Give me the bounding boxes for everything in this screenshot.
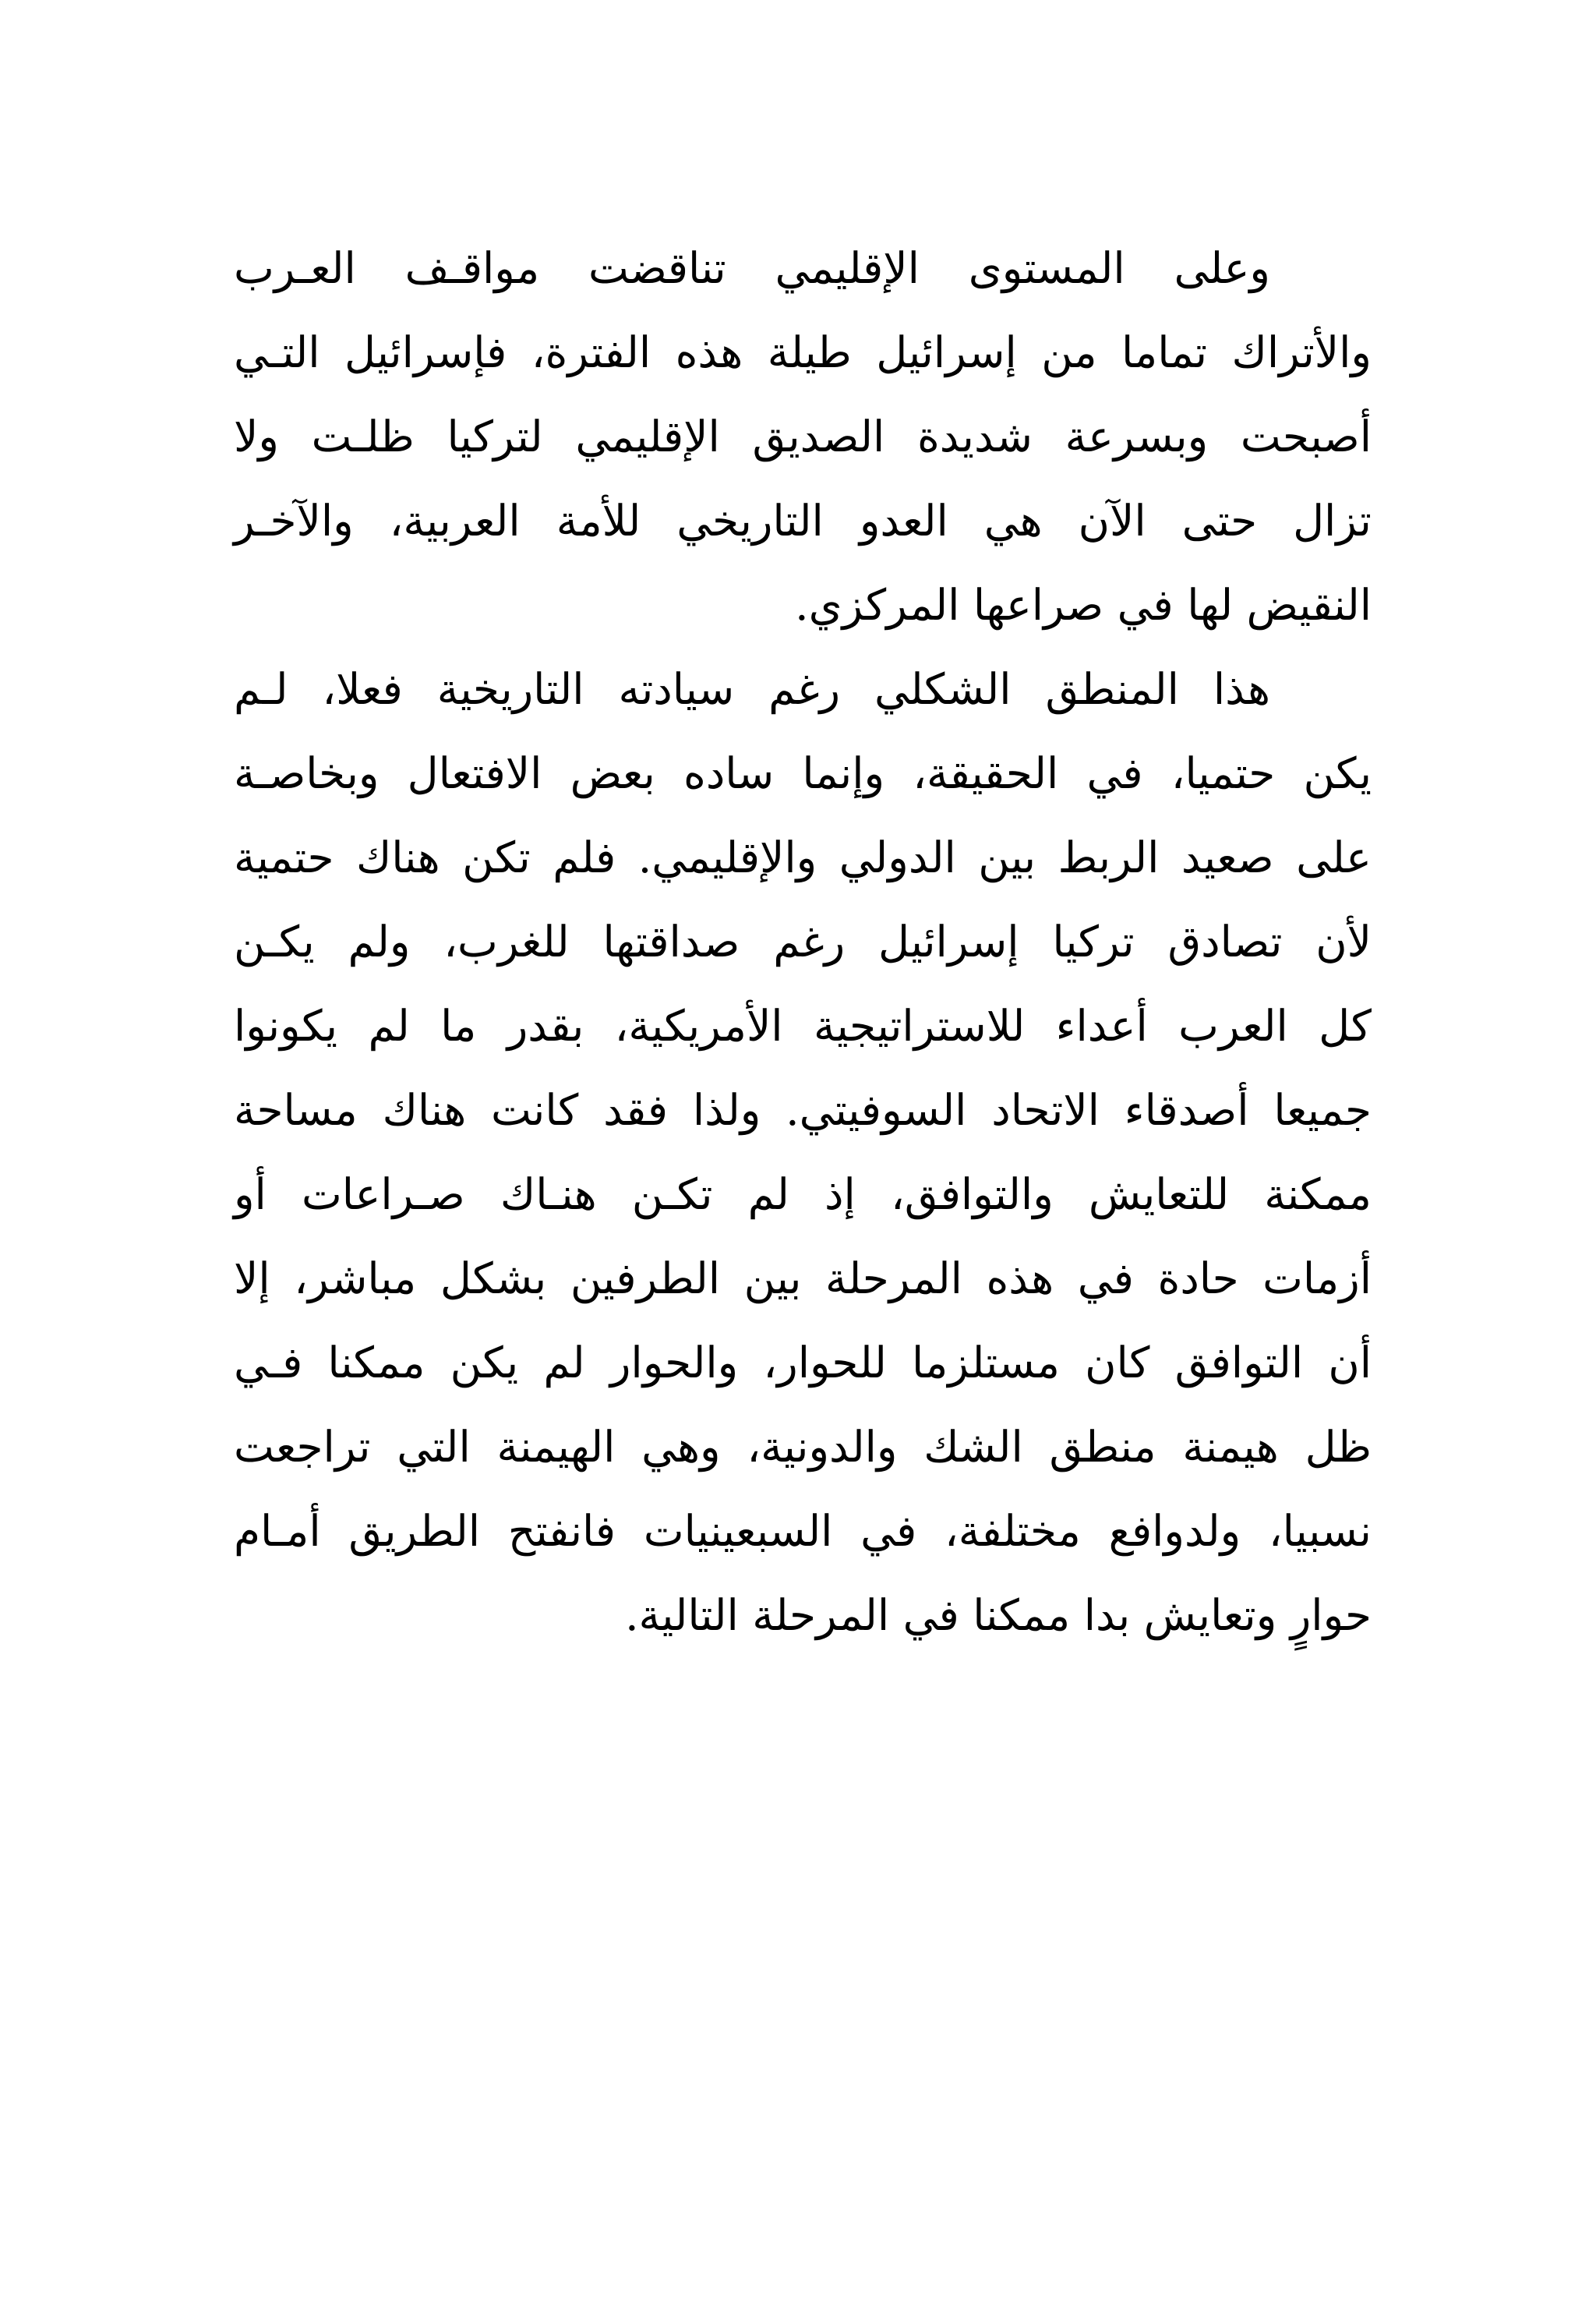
text-line: النقيض لها في صراعها المركزي. — [795, 580, 1372, 630]
text-line: لأن تصادق تركيا إسرائيل رغم صداقتها للغرب، ولم يكـن — [234, 917, 1372, 967]
text-line: حوارٍ وتعايش بدا ممكنا في المرحلة التالية. — [625, 1590, 1372, 1640]
text-line: نسبيا، ولدوافع مختلفة، في السبعينيات فانفتح الطريق أمـام — [234, 1506, 1372, 1556]
text-line: ممكنة للتعايش والتوافق، إذ لم تكـن هنـاك صـراعات أو — [234, 1169, 1372, 1219]
text-line: تزال حتى الآن هي العدو التاريخي للأمة العربية، والآخـر — [234, 496, 1372, 546]
text-line: أصبحت وبسرعة شديدة الصديق الإقليمي لتركيا ظلـت ولا — [234, 412, 1372, 461]
text-line: وعلى المستوى الإقليمي تناقضت مواقـف العـرب — [234, 243, 1270, 293]
text-line: هذا المنطق الشكلي رغم سيادته التاريخية فعلا، لـم — [234, 664, 1270, 714]
text-line: والأتراك تماما من إسرائيل طيلة هذه الفترة، فإسرائيل التـي — [234, 327, 1372, 377]
text-line: ظل هيمنة منطق الشك والدونية، وهي الهيمنة التي تراجعت — [234, 1422, 1372, 1472]
text-line: جميعا أصدقاء الاتحاد السوفيتي. ولذا فقد كانت هناك مساحة — [234, 1085, 1372, 1135]
paragraph-2 — [234, 647, 1372, 1657]
paragraph-1 — [234, 226, 1372, 647]
text-line: أن التوافق كان مستلزما للحوار، والحوار لم يكن ممكنا فـي — [234, 1338, 1372, 1388]
text-line: كل العرب أعداء للاستراتيجية الأمريكية، بقدر ما لم يكونوا — [234, 1001, 1372, 1051]
text-line: على صعيد الربط بين الدولي والإقليمي. فلم تكن هناك حتمية — [234, 833, 1372, 882]
body-text — [234, 226, 1372, 1657]
text-line: يكن حتميا، في الحقيقة، وإنما ساده بعض الافتعال وبخاصـة — [234, 748, 1372, 798]
text-line: أزمات حادة في هذه المرحلة بين الطرفين بشكل مباشر، إلا — [234, 1253, 1372, 1303]
